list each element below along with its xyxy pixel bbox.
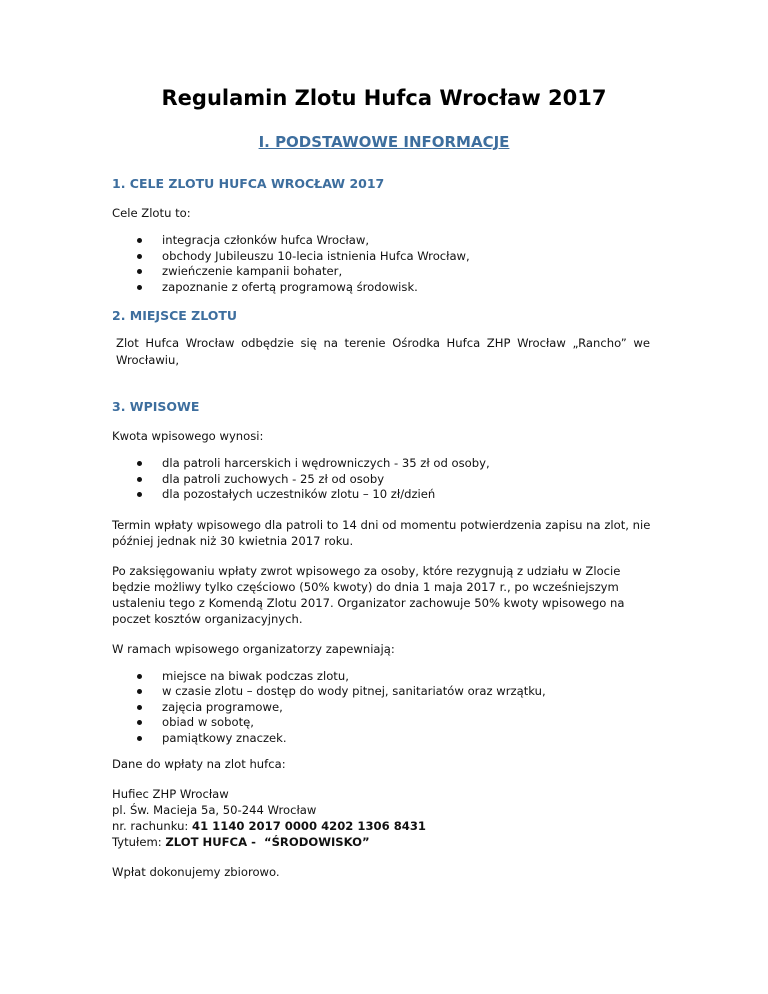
- termin-text: Termin wpłaty wpisowego dla patroli to 14 dni od momentu potwierdzenia zapisu na zlot, nie później jednak niż 30 kwietnia 2017 roku.: [112, 517, 651, 548]
- bullet-icon: [137, 674, 142, 679]
- list-item: miejsce na biwak podczas zlotu,: [137, 669, 656, 685]
- wpisowe-intro: Kwota wpisowego wynosi:: [112, 429, 264, 443]
- miejsce-text: Zlot Hufca Wrocław odbędzie się na terenie Ośrodka Hufca ZHP Wrocław „Rancho” we Wrocławiu,: [116, 336, 650, 367]
- account-number: 41 1140 2017 0000 4202 1306 8431: [192, 819, 426, 833]
- payment-title: [112, 834, 656, 850]
- list-item: zajęcia programowe,: [137, 700, 656, 716]
- zapewnienie-intro: W ramach wpisowego organizatorzy zapewniają:: [112, 641, 395, 656]
- list-item: pamiątkowy znaczek.: [137, 731, 656, 747]
- list-item: obchody Jubileuszu 10-lecia istnienia Hufca Wrocław,: [137, 249, 656, 265]
- list-item: zwieńczenie kampanii bohater,: [137, 264, 656, 280]
- fees-list: [112, 456, 656, 503]
- payment-address: pl. Św. Macieja 5a, 50-244 Wrocław: [112, 803, 317, 817]
- bullet-icon: [137, 492, 142, 497]
- bullet-icon: [137, 461, 142, 466]
- list-item: obiad w sobotę,: [137, 715, 656, 731]
- bullet-icon: [137, 285, 142, 290]
- list-item: dla pozostałych uczestników zlotu – 10 zł/dzień: [137, 487, 656, 503]
- dane-intro: Dane do wpłaty na zlot hufca:: [112, 757, 286, 771]
- payment-account: [112, 818, 656, 834]
- payment-details: [112, 786, 656, 850]
- bullet-icon: [137, 705, 142, 710]
- account-label: nr. rachunku:: [112, 819, 193, 833]
- zapewnienie-list: [112, 669, 656, 747]
- bullet-icon: [137, 736, 142, 741]
- list-item: dla patroli zuchowych - 25 zł od osoby: [137, 472, 656, 488]
- payment-recipient: Hufiec ZHP Wrocław: [112, 787, 229, 801]
- zbiorowo-text: Wpłat dokonujemy zbiorowo.: [112, 865, 280, 879]
- cele-list: [112, 233, 656, 295]
- list-item: zapoznanie z ofertą programową środowisk.: [137, 280, 656, 296]
- list-item: dla patroli harcerskich i wędrowniczych - 35 zł od osoby,: [137, 456, 656, 472]
- zwrot-text: Po zaksięgowaniu wpłaty zwrot wpisowego za osoby, które rezygnują z udziału w Zlocie będzie możliwy tylko częściowo (50% kwoty) do dnia 1 maja 2017 r., po wcześniejszym ustaleniu tego z Komendą Zlotu 2017. Organizator zachowuje 50% kwoty wpisowego na poczet kosztów organizacyjnych.: [112, 563, 625, 626]
- heading-cele: 1. CELE ZLOTU HUFCA WROCŁAW 2017: [112, 176, 385, 191]
- list-item: w czasie zlotu – dostęp do wody pitnej, sanitariatów oraz wrzątku,: [137, 684, 656, 700]
- heading-wpisowe: 3. WPISOWE: [112, 399, 200, 414]
- cele-intro: Cele Zlotu to:: [112, 206, 191, 220]
- bullet-icon: [137, 238, 142, 243]
- bullet-icon: [137, 689, 142, 694]
- bullet-icon: [137, 269, 142, 274]
- title-value: ZLOT HUFCA - “ŚRODOWISKO”: [165, 835, 370, 849]
- bullet-icon: [137, 254, 142, 259]
- title-label: Tytułem:: [112, 835, 166, 849]
- heading-miejsce: 2. MIEJSCE ZLOTU: [112, 308, 238, 323]
- list-item: integracja członków hufca Wrocław,: [137, 233, 656, 249]
- bullet-icon: [137, 720, 142, 725]
- document-title: Regulamin Zlotu Hufca Wrocław 2017: [161, 86, 607, 110]
- section-title-podstawowe: I. PODSTAWOWE INFORMACJE: [258, 133, 510, 151]
- bullet-icon: [137, 477, 142, 482]
